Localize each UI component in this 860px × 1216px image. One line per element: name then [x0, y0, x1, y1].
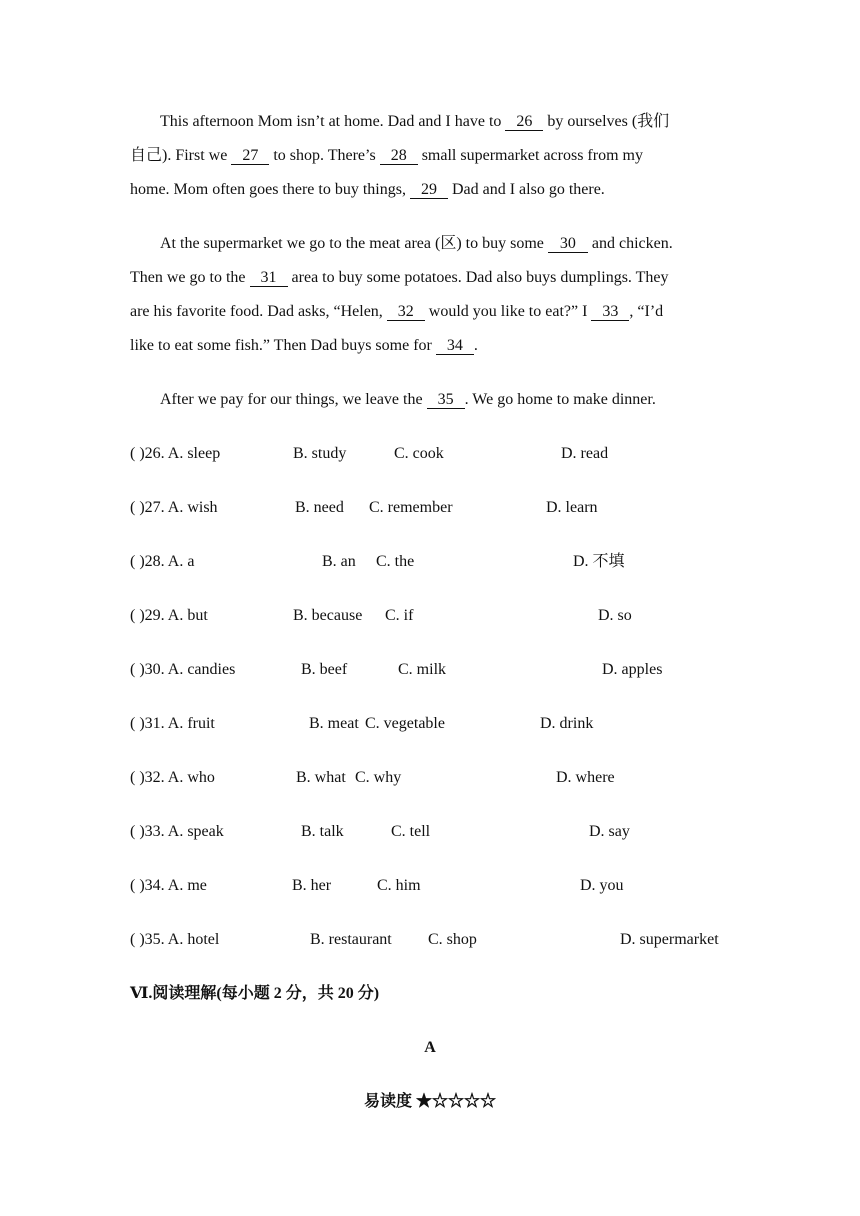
- question-31: ( )31. A. fruit B. meat C. vegetable D. drink: [130, 715, 594, 732]
- blank-31: 31: [250, 269, 288, 287]
- passage-line: This afternoon Mom isn’t at home. Dad and I have to 26 by ourselves (我们: [160, 113, 670, 130]
- question-34: ( )34. A. me B. her C. him D. you: [130, 877, 624, 894]
- question-33: ( )33. A. speak B. talk C. tell D. say: [130, 823, 630, 840]
- blank-35: 35: [427, 391, 465, 409]
- blank-30: 30: [548, 235, 588, 253]
- difficulty-rating: 易读度 ★☆☆☆☆: [363, 1093, 496, 1110]
- question-28: ( )28. A. a B. an C. the D. 不填: [130, 553, 625, 570]
- passage-line: are his favorite food. Dad asks, “Helen, 32 would you like to eat?” I 33 , “I’d: [130, 303, 664, 320]
- passage-line: Then we go to the 31 area to buy some potatoes. Dad also buys dumplings. They: [130, 269, 669, 286]
- passage-line: like to eat some fish.” Then Dad buys some for 34 .: [130, 337, 478, 354]
- passage-line: After we pay for our things, we leave the 35 . We go home to make dinner.: [160, 391, 656, 408]
- blank-26: 26: [505, 113, 543, 131]
- passage-line: At the supermarket we go to the meat area (区) to buy some 30 and chicken.: [160, 235, 673, 252]
- blank-29: 29: [410, 181, 448, 199]
- blank-27: 27: [231, 147, 269, 165]
- question-27: ( )27. A. wish B. need C. remember D. learn: [130, 499, 598, 516]
- blank-28: 28: [380, 147, 418, 165]
- question-32: ( )32. A. who B. what C. why D. where: [130, 769, 615, 786]
- blank-34: 34: [436, 337, 474, 355]
- passage-line: home. Mom often goes there to buy things, 29 Dad and I also go there.: [130, 181, 605, 198]
- question-26: ( )26. A. sleep B. study C. cook D. read: [130, 445, 609, 462]
- question-29: ( )29. A. but B. because C. if D. so: [130, 607, 632, 624]
- passage-line: 自己). First we 27 to shop. There’s 28 small supermarket across from my: [130, 147, 643, 164]
- question-35: ( )35. A. hotel B. restaurant C. shop D. supermarket: [130, 931, 719, 948]
- section-title: Ⅵ.阅读理解(每小题 2 分，共 20 分): [130, 985, 380, 1002]
- blank-32: 32: [387, 303, 425, 321]
- question-30: ( )30. A. candies B. beef C. milk D. apples: [130, 661, 663, 678]
- blank-33: 33: [591, 303, 629, 321]
- part-label: A: [424, 1039, 436, 1056]
